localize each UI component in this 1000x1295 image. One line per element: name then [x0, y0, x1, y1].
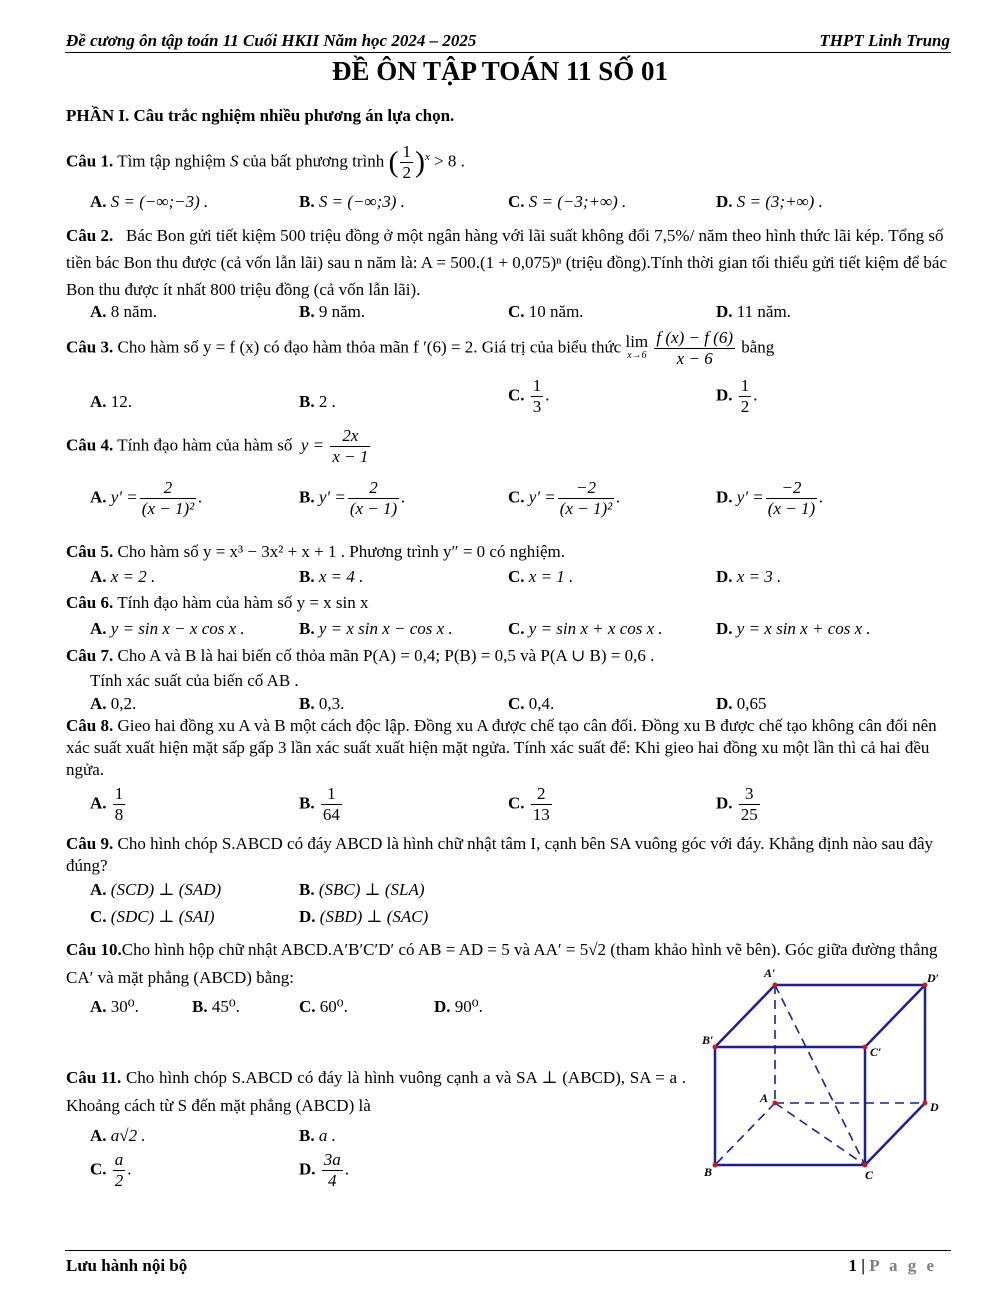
question-6: Câu 6. Tính đạo hàm của hàm số y = x sin x — [66, 593, 369, 612]
edge-dp-cp — [865, 985, 925, 1047]
q1-option-d: D. S = (3;+∞) . — [716, 192, 823, 211]
q4-option-a: A. y′ = $\frac{2}{\text{(x − 1)²}}$ . — [90, 478, 203, 518]
header-left: Đề cương ôn tập toán 11 Cuối HKII Năm học 2024 – 2025 — [66, 31, 477, 50]
q6-option-c: C. y = sin x + x cos x . — [508, 619, 663, 638]
q1-var: S — [230, 151, 239, 171]
q6-option-d: D. y = x sin x + cos x . — [716, 619, 871, 638]
edge-a-b — [715, 1103, 775, 1165]
q3-limsub: x→6 — [627, 349, 647, 361]
point-b — [713, 1163, 718, 1168]
q5-option-b: B. x = 4 . — [299, 567, 364, 586]
point-d — [923, 1101, 928, 1106]
q5-option-d: D. x = 3 . — [716, 567, 782, 586]
question-8: Câu 8. Gieo hai đồng xu A và B một cách độc lập. Đồng xu A được chế tạo cân đối. Đồng xu B được chế tạo không cân đối nên xác suất xuất hiện mặt sấp gấp 3 lần xác suất xuất hiện mặt ngửa. Tính xác suất để: Khi gieo hai đồng xu một lần thì cả hai đều ngửa. — [66, 716, 937, 779]
page-separator: | — [861, 1256, 865, 1275]
diag-a-c — [775, 1103, 865, 1165]
q10-option-d: D. 90⁰. — [434, 997, 483, 1016]
q3-option-d: D. $\frac{1}{2}$ . — [716, 376, 758, 416]
label-b: B — [704, 1165, 713, 1179]
label-dp: D′ — [927, 971, 940, 985]
q1-option-a: A. S = (−∞;−3) . — [90, 192, 209, 211]
q1-num: 1 — [402, 142, 411, 161]
page-number: 1 — [848, 1256, 857, 1275]
q11-option-d: D. $\frac{3a}{4}$ . — [299, 1150, 350, 1190]
q5-option-c: C. x = 1 . — [508, 567, 574, 586]
header-rule — [65, 52, 951, 53]
q1-rhs: > 8 . — [434, 151, 465, 171]
q2-option-a: A. 8 năm. — [90, 302, 158, 321]
q3-den: x − 6 — [676, 349, 713, 368]
q3-option-a: A. 12. — [90, 392, 133, 411]
q10-option-b: B. 45⁰. — [192, 997, 240, 1016]
q2-text: Bác Bon gửi tiết kiệm 500 triệu đồng ở một ngân hàng với lãi suất không đổi 7,5%/ năm theo hình thức lãi kép. Tổng số tiền bác Bon thu được (cả vốn lẫn lãi) sau n năm là: A = 500.(1 + 0,075)ⁿ (triệu đồng).Tính thời gian tối thiểu gửi tiết kiệm để bác Bon thu được ít nhất 800 triệu đồng (cả vốn lẫn lãi). — [66, 226, 947, 299]
q7-option-d: D. 0,65 — [716, 694, 767, 713]
q1-den: 2 — [402, 163, 411, 182]
q9-option-b: B. (SBC) ⊥ (SLA) — [299, 880, 425, 899]
q1-text: Tìm tập nghiệm — [117, 151, 226, 171]
label-bp: B′ — [702, 1033, 714, 1047]
label-a: A — [760, 1091, 769, 1105]
q11-option-c: C. $\frac{a}{2}$ . — [90, 1150, 132, 1190]
q1-label: Câu 1. — [66, 151, 114, 171]
q9-option-c: C. (SDC) ⊥ (SAI) — [90, 907, 215, 926]
q6-option-a: A. y = sin x − x cos x . — [90, 619, 245, 638]
question-2: Câu 2. Bác Bon gửi tiết kiệm 500 triệu đồng ở một ngân hàng với lãi suất không đổi 7,5%/ năm theo hình thức lãi kép. Tổng số tiền bác Bon thu được (cả vốn lẫn lãi) sau n năm là: A = 500.(1 + 0,075)ⁿ (triệu đồng).Tính thời gian tối thiểu gửi tiết kiệm để bác Bon thu được ít nhất 800 triệu đồng (cả vốn lẫn lãi). — [66, 226, 947, 299]
footer-rule — [65, 1250, 951, 1251]
question-10: Câu 10.Cho hình hộp chữ nhật ABCD.A′B′C′D′ có AB = AD = 5 và AA′ = 5√2 (tham khảo hình vẽ bên). Góc giữa đường thẳng CA′ và mặt phẳng (ABCD) bằng: — [66, 940, 938, 987]
q2-option-c: C. 10 năm. — [508, 302, 584, 321]
q8-option-a: A. $\frac{1}{8}$ — [90, 784, 124, 824]
header-right: THPT Linh Trung — [819, 31, 950, 50]
q9-option-a: A. (SCD) ⊥ (SAD) — [90, 880, 222, 899]
label-d: D — [930, 1100, 939, 1114]
question-9: Câu 9. Cho hình chóp S.ABCD có đáy ABCD là hình chữ nhật tâm I, cạnh bên SA vuông góc với đáy. Khẳng định nào sau đây đúng? — [66, 834, 934, 875]
q4-option-c: C. y′ = $\frac{-2}{\text{(x − 1)²}}$ . — [508, 478, 621, 518]
q6-option-b: B. y = x sin x − cos x . — [299, 619, 453, 638]
question-11: Câu 11. Cho hình chóp S.ABCD có đáy là hình vuông cạnh a và SA ⊥ (ABCD), SA = a . Khoảng cách từ S đến mặt phẳng (ABCD) là — [66, 1068, 687, 1115]
edge-c-d — [865, 1103, 925, 1165]
q1-exp: x — [424, 150, 430, 163]
q8-option-d: D. $\frac{3}{25}$ — [716, 784, 758, 824]
point-c — [863, 1163, 868, 1168]
q3-text1: Cho hàm số y = f (x) có đạo hàm thỏa mãn f ′(6) = 2. Giá trị của biểu thức — [117, 337, 622, 357]
q2-option-b: B. 9 năm. — [299, 302, 366, 321]
q7-option-c: C. 0,4. — [508, 694, 555, 713]
point-ap — [773, 983, 778, 988]
label-cp: C′ — [870, 1045, 882, 1059]
footer-left: Lưu hành nội bộ — [66, 1256, 188, 1275]
section-heading: PHẦN I. Câu trắc nghiệm nhiều phương án lựa chọn. — [66, 106, 455, 125]
q2-option-d: D. 11 năm. — [716, 302, 791, 321]
q3-lim: lim — [625, 331, 649, 351]
q10-option-a: A. 30⁰. — [90, 997, 139, 1016]
footer-page — [849, 1256, 938, 1276]
q3-text2: bằng — [741, 337, 775, 357]
box-figure — [690, 960, 950, 1190]
q1-option-c: C. S = (−3;+∞) . — [508, 192, 627, 211]
point-a — [773, 1101, 778, 1106]
q3-option-b: B. 2 . — [299, 392, 336, 411]
diag-ap-c — [775, 985, 865, 1165]
question-7: Câu 7. Cho A và B là hai biến cố thỏa mãn P(A) = 0,4; P(B) = 0,5 và P(A ∪ B) = 0,6 . — [66, 646, 655, 665]
q7-text2: Tính xác suất của biến cố AB . — [90, 671, 299, 690]
q4-option-d: D. y′ = $\frac{-2}{(x - 1)}$ . — [716, 478, 824, 518]
q7-option-b: B. 0,3. — [299, 694, 345, 713]
q3-option-c: C. $\frac{1}{3}$ . — [508, 376, 550, 416]
point-cp — [863, 1045, 868, 1050]
q8-option-b: B. $\frac{1}{64}$ — [299, 784, 340, 824]
question-3: Câu 3. Cho hàm số y = f (x) có đạo hàm thỏa mãn f ′(6) = 2. Giá trị của biểu thức lim x→6 $\frac{f (x) - f (6)}{x - 6}$ bằng — [66, 328, 775, 368]
q1-mid: của bất phương trình — [242, 151, 385, 171]
question-1: Câu 1. Tìm tập nghiệm S của bất phương trình ( $\frac{1}{2}$ )$^x$ > 8 . — [66, 142, 465, 182]
q11-option-a: A. a√2 . — [90, 1126, 146, 1145]
page-label: P a g e — [869, 1256, 937, 1275]
question-4: Câu 4. Tính đạo hàm của hàm số y = $\frac{2x}{x - 1}$ — [66, 426, 369, 466]
q9-option-d: D. (SBD) ⊥ (SAC) — [299, 907, 429, 926]
label-c: C — [865, 1168, 874, 1182]
page-title: ĐỀ ÔN TẬP TOÁN 11 SỐ 01 — [331, 56, 669, 86]
q10-option-c: C. 60⁰. — [299, 997, 348, 1016]
label-ap: A′ — [764, 966, 776, 980]
q1-option-b: B. S = (−∞;3) . — [299, 192, 405, 211]
edge-ap-bp — [715, 985, 775, 1047]
q3-num: f (x) − f (6) — [656, 328, 733, 347]
q5-option-a: A. x = 2 . — [90, 567, 156, 586]
q4-option-b: B. y′ = $\frac{2}{(x - 1)}$ . — [299, 478, 406, 518]
q8-option-c: C. $\frac{2}{13}$ — [508, 784, 550, 824]
q7-option-a: A. 0,2. — [90, 694, 137, 713]
q11-option-b: B. a . — [299, 1126, 336, 1145]
question-5: Câu 5. Cho hàm số y = x³ − 3x² + x + 1 . Phương trình y″ = 0 có nghiệm. — [66, 542, 565, 561]
